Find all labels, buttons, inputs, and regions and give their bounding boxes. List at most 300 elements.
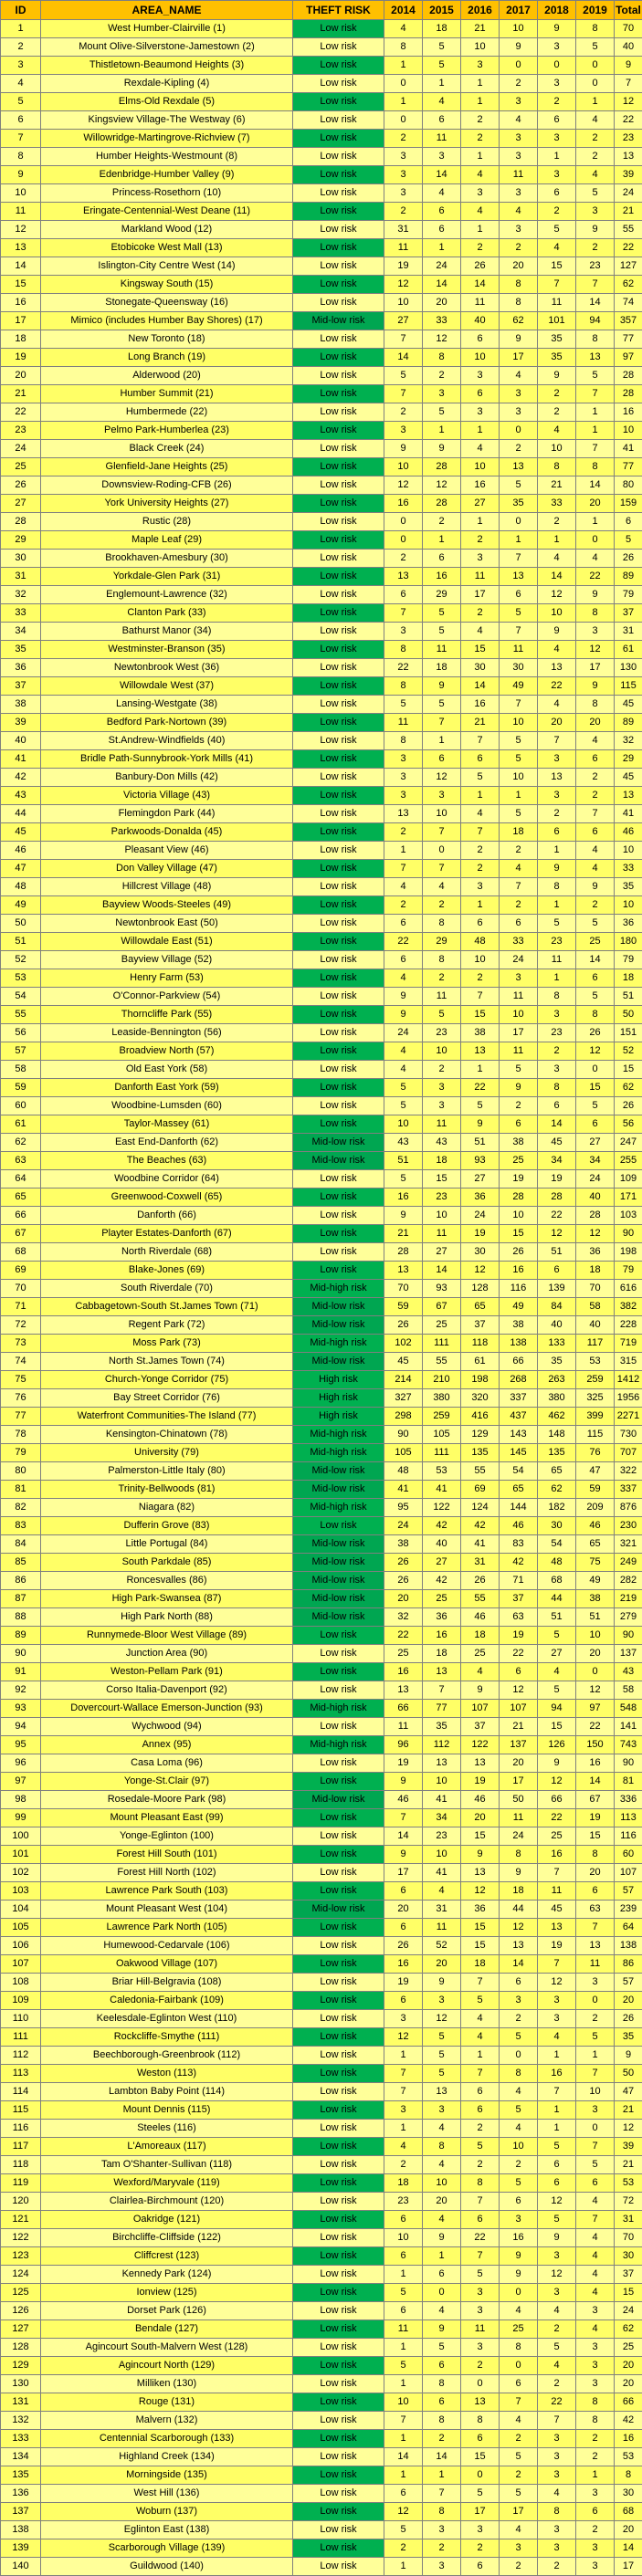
cell-2018[interactable]: 4 bbox=[538, 239, 576, 257]
cell-2019[interactable]: 12 bbox=[576, 1042, 615, 1061]
cell-2017[interactable]: 6 bbox=[500, 915, 538, 933]
cell-theft-risk[interactable]: Low risk bbox=[293, 184, 384, 203]
cell-total[interactable]: 315 bbox=[615, 1353, 642, 1371]
cell-2019[interactable]: 8 bbox=[576, 1846, 615, 1864]
cell-id[interactable]: 12 bbox=[1, 221, 41, 239]
cell-2017[interactable]: 11 bbox=[500, 988, 538, 1006]
cell-2015[interactable]: 53 bbox=[423, 1462, 461, 1481]
cell-2017[interactable]: 17 bbox=[500, 1773, 538, 1791]
cell-id[interactable]: 36 bbox=[1, 659, 41, 677]
cell-area-name[interactable]: Danforth East York (59) bbox=[41, 1079, 293, 1097]
cell-id[interactable]: 58 bbox=[1, 1061, 41, 1079]
cell-2014[interactable]: 96 bbox=[384, 1736, 423, 1754]
cell-id[interactable]: 7 bbox=[1, 130, 41, 148]
cell-2019[interactable]: 6 bbox=[576, 2503, 615, 2521]
cell-id[interactable]: 39 bbox=[1, 714, 41, 732]
cell-2014[interactable]: 9 bbox=[384, 1846, 423, 1864]
cell-2017[interactable]: 8 bbox=[500, 1846, 538, 1864]
cell-total[interactable]: 279 bbox=[615, 1608, 642, 1627]
cell-2019[interactable]: 6 bbox=[576, 750, 615, 769]
cell-2019[interactable]: 4 bbox=[576, 860, 615, 878]
cell-2016[interactable]: 19 bbox=[461, 1773, 500, 1791]
cell-2015[interactable]: 4 bbox=[423, 93, 461, 111]
cell-2019[interactable]: 4 bbox=[576, 2266, 615, 2284]
cell-2014[interactable]: 19 bbox=[384, 257, 423, 276]
cell-2016[interactable]: 48 bbox=[461, 933, 500, 951]
cell-2015[interactable]: 5 bbox=[423, 623, 461, 641]
cell-2014[interactable]: 11 bbox=[384, 1718, 423, 1736]
cell-2019[interactable]: 2 bbox=[576, 896, 615, 915]
cell-2019[interactable]: 46 bbox=[576, 1517, 615, 1535]
cell-2018[interactable]: 2 bbox=[538, 93, 576, 111]
cell-2018[interactable]: 3 bbox=[538, 1006, 576, 1024]
cell-2017[interactable]: 20 bbox=[500, 1754, 538, 1773]
cell-2014[interactable]: 8 bbox=[384, 641, 423, 659]
cell-2017[interactable]: 22 bbox=[500, 1645, 538, 1663]
cell-2017[interactable]: 1 bbox=[500, 531, 538, 550]
cell-id[interactable]: 38 bbox=[1, 696, 41, 714]
cell-area-name[interactable]: Markland Wood (12) bbox=[41, 221, 293, 239]
cell-2018[interactable]: 21 bbox=[538, 476, 576, 495]
cell-2014[interactable]: 3 bbox=[384, 148, 423, 166]
cell-id[interactable]: 52 bbox=[1, 951, 41, 969]
cell-area-name[interactable]: Annex (95) bbox=[41, 1736, 293, 1754]
cell-theft-risk[interactable]: Low risk bbox=[293, 787, 384, 805]
cell-2015[interactable]: 6 bbox=[423, 2266, 461, 2284]
cell-2017[interactable]: 2 bbox=[500, 2430, 538, 2448]
cell-theft-risk[interactable]: Low risk bbox=[293, 440, 384, 458]
cell-2019[interactable]: 19 bbox=[576, 1809, 615, 1827]
cell-2015[interactable]: 23 bbox=[423, 1189, 461, 1207]
cell-id[interactable]: 59 bbox=[1, 1079, 41, 1097]
cell-2018[interactable]: 9 bbox=[538, 367, 576, 385]
cell-2017[interactable]: 17 bbox=[500, 349, 538, 367]
cell-2018[interactable]: 84 bbox=[538, 1298, 576, 1316]
cell-2015[interactable]: 7 bbox=[423, 860, 461, 878]
cell-id[interactable]: 50 bbox=[1, 915, 41, 933]
cell-2017[interactable]: 5 bbox=[500, 732, 538, 750]
cell-2019[interactable]: 1 bbox=[576, 403, 615, 422]
cell-theft-risk[interactable]: Low risk bbox=[293, 2101, 384, 2120]
cell-2019[interactable]: 399 bbox=[576, 1408, 615, 1426]
cell-2015[interactable]: 4 bbox=[423, 2302, 461, 2320]
cell-2016[interactable]: 3 bbox=[461, 184, 500, 203]
cell-2014[interactable]: 22 bbox=[384, 1627, 423, 1645]
cell-2014[interactable]: 1 bbox=[384, 2266, 423, 2284]
cell-total[interactable]: 89 bbox=[615, 568, 642, 586]
cell-2016[interactable]: 17 bbox=[461, 2503, 500, 2521]
cell-total[interactable]: 45 bbox=[615, 696, 642, 714]
cell-2015[interactable]: 0 bbox=[423, 2284, 461, 2302]
cell-2019[interactable]: 9 bbox=[576, 221, 615, 239]
cell-theft-risk[interactable]: Low risk bbox=[293, 276, 384, 294]
cell-total[interactable]: 228 bbox=[615, 1316, 642, 1335]
cell-2018[interactable]: 2 bbox=[538, 1042, 576, 1061]
cell-2017[interactable]: 5 bbox=[500, 2448, 538, 2466]
cell-2019[interactable]: 3 bbox=[576, 2558, 615, 2576]
cell-2017[interactable]: 8 bbox=[500, 294, 538, 312]
cell-2018[interactable]: 8 bbox=[538, 1079, 576, 1097]
cell-total[interactable]: 90 bbox=[615, 1627, 642, 1645]
cell-id[interactable]: 107 bbox=[1, 1955, 41, 1974]
cell-2015[interactable]: 13 bbox=[423, 2083, 461, 2101]
cell-2016[interactable]: 7 bbox=[461, 823, 500, 842]
cell-2018[interactable]: 1 bbox=[538, 969, 576, 988]
cell-2018[interactable]: 14 bbox=[538, 568, 576, 586]
cell-2015[interactable]: 1 bbox=[423, 2466, 461, 2485]
cell-2014[interactable]: 2 bbox=[384, 896, 423, 915]
cell-2019[interactable]: 4 bbox=[576, 2229, 615, 2247]
cell-total[interactable]: 15 bbox=[615, 2284, 642, 2302]
cell-2017[interactable]: 2 bbox=[500, 842, 538, 860]
cell-2017[interactable]: 5 bbox=[500, 604, 538, 623]
cell-2018[interactable]: 7 bbox=[538, 1955, 576, 1974]
cell-2016[interactable]: 3 bbox=[461, 2339, 500, 2357]
cell-2017[interactable]: 18 bbox=[500, 1882, 538, 1901]
cell-theft-risk[interactable]: Low risk bbox=[293, 1006, 384, 1024]
cell-2015[interactable]: 24 bbox=[423, 257, 461, 276]
cell-area-name[interactable]: Kennedy Park (124) bbox=[41, 2266, 293, 2284]
cell-id[interactable]: 110 bbox=[1, 2010, 41, 2028]
cell-theft-risk[interactable]: Low risk bbox=[293, 1061, 384, 1079]
cell-total[interactable]: 6 bbox=[615, 513, 642, 531]
cell-2016[interactable]: 4 bbox=[461, 2010, 500, 2028]
cell-theft-risk[interactable]: Mid-low risk bbox=[293, 1481, 384, 1499]
cell-total[interactable]: 24 bbox=[615, 184, 642, 203]
cell-theft-risk[interactable]: Low risk bbox=[293, 1864, 384, 1882]
cell-2014[interactable]: 6 bbox=[384, 2211, 423, 2229]
cell-2014[interactable]: 41 bbox=[384, 1481, 423, 1499]
cell-total[interactable]: 707 bbox=[615, 1444, 642, 1462]
cell-2017[interactable]: 9 bbox=[500, 2266, 538, 2284]
cell-2014[interactable]: 38 bbox=[384, 1535, 423, 1554]
cell-total[interactable]: 46 bbox=[615, 823, 642, 842]
cell-theft-risk[interactable]: Low risk bbox=[293, 1097, 384, 1115]
cell-area-name[interactable]: The Beaches (63) bbox=[41, 1152, 293, 1170]
cell-2018[interactable]: 14 bbox=[538, 1115, 576, 1134]
cell-2019[interactable]: 14 bbox=[576, 294, 615, 312]
cell-theft-risk[interactable]: Mid-high risk bbox=[293, 1736, 384, 1754]
cell-2019[interactable]: 3 bbox=[576, 2302, 615, 2320]
cell-id[interactable]: 74 bbox=[1, 1353, 41, 1371]
cell-2019[interactable]: 25 bbox=[576, 933, 615, 951]
cell-total[interactable]: 2271 bbox=[615, 1408, 642, 1426]
cell-2019[interactable]: 8 bbox=[576, 2412, 615, 2430]
cell-2014[interactable]: 6 bbox=[384, 1992, 423, 2010]
cell-2016[interactable]: 25 bbox=[461, 1645, 500, 1663]
cell-theft-risk[interactable]: Mid-low risk bbox=[293, 1316, 384, 1335]
cell-2017[interactable]: 144 bbox=[500, 1499, 538, 1517]
cell-2016[interactable]: 19 bbox=[461, 1225, 500, 1243]
cell-area-name[interactable]: Thorncliffe Park (55) bbox=[41, 1006, 293, 1024]
cell-2017[interactable]: 10 bbox=[500, 2138, 538, 2156]
cell-2018[interactable]: 3 bbox=[538, 2448, 576, 2466]
cell-2014[interactable]: 327 bbox=[384, 1389, 423, 1408]
cell-2019[interactable]: 3 bbox=[576, 2539, 615, 2558]
cell-2018[interactable]: 3 bbox=[538, 130, 576, 148]
cell-theft-risk[interactable]: Low risk bbox=[293, 148, 384, 166]
cell-2014[interactable]: 2 bbox=[384, 403, 423, 422]
cell-2016[interactable]: 3 bbox=[461, 367, 500, 385]
cell-id[interactable]: 10 bbox=[1, 184, 41, 203]
cell-area-name[interactable]: L'Amoreaux (117) bbox=[41, 2138, 293, 2156]
cell-area-name[interactable]: Stonegate-Queensway (16) bbox=[41, 294, 293, 312]
cell-total[interactable]: 116 bbox=[615, 1827, 642, 1846]
cell-2014[interactable]: 13 bbox=[384, 805, 423, 823]
cell-2018[interactable]: 3 bbox=[538, 1992, 576, 2010]
cell-2019[interactable]: 4 bbox=[576, 2193, 615, 2211]
cell-2014[interactable]: 12 bbox=[384, 476, 423, 495]
cell-2015[interactable]: 5 bbox=[423, 2028, 461, 2047]
cell-total[interactable]: 230 bbox=[615, 1517, 642, 1535]
cell-2018[interactable]: 16 bbox=[538, 2065, 576, 2083]
cell-2014[interactable]: 6 bbox=[384, 915, 423, 933]
cell-2014[interactable]: 1 bbox=[384, 93, 423, 111]
cell-total[interactable]: 33 bbox=[615, 860, 642, 878]
cell-2015[interactable]: 380 bbox=[423, 1389, 461, 1408]
cell-total[interactable]: 80 bbox=[615, 476, 642, 495]
cell-2014[interactable]: 18 bbox=[384, 2174, 423, 2193]
cell-theft-risk[interactable]: Low risk bbox=[293, 2065, 384, 2083]
cell-2018[interactable]: 6 bbox=[538, 1262, 576, 1280]
cell-2018[interactable]: 3 bbox=[538, 2466, 576, 2485]
cell-2019[interactable]: 51 bbox=[576, 1608, 615, 1627]
cell-2019[interactable]: 8 bbox=[576, 330, 615, 349]
cell-2018[interactable]: 22 bbox=[538, 677, 576, 696]
cell-id[interactable]: 62 bbox=[1, 1134, 41, 1152]
cell-2016[interactable]: 5 bbox=[461, 2485, 500, 2503]
cell-2015[interactable]: 3 bbox=[423, 148, 461, 166]
cell-2019[interactable]: 16 bbox=[576, 1754, 615, 1773]
cell-2016[interactable]: 2 bbox=[461, 531, 500, 550]
cell-id[interactable]: 24 bbox=[1, 440, 41, 458]
cell-area-name[interactable]: Kensington-Chinatown (78) bbox=[41, 1426, 293, 1444]
cell-theft-risk[interactable]: Low risk bbox=[293, 969, 384, 988]
cell-2018[interactable]: 19 bbox=[538, 1170, 576, 1189]
cell-total[interactable]: 61 bbox=[615, 641, 642, 659]
cell-area-name[interactable]: Woburn (137) bbox=[41, 2503, 293, 2521]
cell-2017[interactable]: 5 bbox=[500, 476, 538, 495]
cell-area-name[interactable]: Woodbine Corridor (64) bbox=[41, 1170, 293, 1189]
cell-2018[interactable]: 22 bbox=[538, 2393, 576, 2412]
cell-theft-risk[interactable]: Low risk bbox=[293, 57, 384, 75]
cell-2018[interactable]: 12 bbox=[538, 1225, 576, 1243]
cell-2015[interactable]: 4 bbox=[423, 184, 461, 203]
cell-2014[interactable]: 5 bbox=[384, 696, 423, 714]
cell-2019[interactable]: 2 bbox=[576, 239, 615, 257]
cell-2019[interactable]: 22 bbox=[576, 1718, 615, 1736]
cell-2017[interactable]: 35 bbox=[500, 495, 538, 513]
cell-2014[interactable]: 0 bbox=[384, 513, 423, 531]
cell-2015[interactable]: 16 bbox=[423, 1627, 461, 1645]
cell-2016[interactable]: 37 bbox=[461, 1316, 500, 1335]
cell-2014[interactable]: 13 bbox=[384, 1262, 423, 1280]
cell-id[interactable]: 96 bbox=[1, 1754, 41, 1773]
cell-id[interactable]: 66 bbox=[1, 1207, 41, 1225]
cell-2016[interactable]: 27 bbox=[461, 495, 500, 513]
cell-area-name[interactable]: Mimico (includes Humber Bay Shores) (17) bbox=[41, 312, 293, 330]
cell-2018[interactable]: 3 bbox=[538, 38, 576, 57]
cell-2019[interactable]: 6 bbox=[576, 1115, 615, 1134]
cell-2014[interactable]: 25 bbox=[384, 1645, 423, 1663]
cell-2016[interactable]: 5 bbox=[461, 1992, 500, 2010]
cell-id[interactable]: 82 bbox=[1, 1499, 41, 1517]
cell-id[interactable]: 127 bbox=[1, 2320, 41, 2339]
cell-2016[interactable]: 36 bbox=[461, 1901, 500, 1919]
cell-2017[interactable]: 62 bbox=[500, 312, 538, 330]
cell-2017[interactable]: 15 bbox=[500, 1225, 538, 1243]
cell-2016[interactable]: 61 bbox=[461, 1353, 500, 1371]
cell-2016[interactable]: 15 bbox=[461, 1827, 500, 1846]
cell-2019[interactable]: 5 bbox=[576, 184, 615, 203]
cell-2016[interactable]: 65 bbox=[461, 1298, 500, 1316]
cell-2019[interactable]: 18 bbox=[576, 1262, 615, 1280]
cell-area-name[interactable]: Weston-Pellam Park (91) bbox=[41, 1663, 293, 1681]
cell-2018[interactable]: 12 bbox=[538, 2266, 576, 2284]
cell-2017[interactable]: 7 bbox=[500, 2393, 538, 2412]
cell-2018[interactable]: 5 bbox=[538, 221, 576, 239]
cell-theft-risk[interactable]: Low risk bbox=[293, 1517, 384, 1535]
cell-2016[interactable]: 1 bbox=[461, 896, 500, 915]
cell-2019[interactable]: 20 bbox=[576, 714, 615, 732]
cell-id[interactable]: 1 bbox=[1, 20, 41, 38]
cell-2014[interactable]: 6 bbox=[384, 1882, 423, 1901]
cell-2014[interactable]: 31 bbox=[384, 221, 423, 239]
cell-id[interactable]: 70 bbox=[1, 1280, 41, 1298]
cell-area-name[interactable]: Weston (113) bbox=[41, 2065, 293, 2083]
cell-2017[interactable]: 8 bbox=[500, 276, 538, 294]
cell-2017[interactable]: 8 bbox=[500, 2065, 538, 2083]
cell-2016[interactable]: 16 bbox=[461, 696, 500, 714]
cell-id[interactable]: 29 bbox=[1, 531, 41, 550]
cell-total[interactable]: 548 bbox=[615, 1700, 642, 1718]
cell-total[interactable]: 30 bbox=[615, 2247, 642, 2266]
cell-total[interactable]: 47 bbox=[615, 2083, 642, 2101]
cell-2018[interactable]: 3 bbox=[538, 787, 576, 805]
cell-2019[interactable]: 5 bbox=[576, 367, 615, 385]
cell-2018[interactable]: 23 bbox=[538, 1024, 576, 1042]
cell-theft-risk[interactable]: High risk bbox=[293, 1389, 384, 1408]
cell-total[interactable]: 322 bbox=[615, 1462, 642, 1481]
cell-area-name[interactable]: Humbermede (22) bbox=[41, 403, 293, 422]
cell-2016[interactable]: 5 bbox=[461, 769, 500, 787]
cell-2019[interactable]: 2 bbox=[576, 148, 615, 166]
cell-theft-risk[interactable]: Low risk bbox=[293, 550, 384, 568]
cell-2016[interactable]: 6 bbox=[461, 2558, 500, 2576]
cell-2017[interactable]: 0 bbox=[500, 57, 538, 75]
cell-2015[interactable]: 41 bbox=[423, 1481, 461, 1499]
cell-id[interactable]: 67 bbox=[1, 1225, 41, 1243]
cell-theft-risk[interactable]: Low risk bbox=[293, 130, 384, 148]
cell-2018[interactable]: 5 bbox=[538, 915, 576, 933]
cell-total[interactable]: 74 bbox=[615, 294, 642, 312]
cell-area-name[interactable]: Humber Summit (21) bbox=[41, 385, 293, 403]
cell-2019[interactable]: 7 bbox=[576, 276, 615, 294]
cell-2019[interactable]: 2 bbox=[576, 2521, 615, 2539]
cell-2016[interactable]: 14 bbox=[461, 276, 500, 294]
cell-total[interactable]: 198 bbox=[615, 1243, 642, 1262]
cell-2018[interactable]: 19 bbox=[538, 1937, 576, 1955]
cell-2018[interactable]: 5 bbox=[538, 1681, 576, 1700]
cell-2018[interactable]: 139 bbox=[538, 1280, 576, 1298]
cell-theft-risk[interactable]: Low risk bbox=[293, 349, 384, 367]
cell-2017[interactable]: 7 bbox=[500, 550, 538, 568]
cell-2016[interactable]: 4 bbox=[461, 440, 500, 458]
cell-2014[interactable]: 5 bbox=[384, 2284, 423, 2302]
cell-2018[interactable]: 6 bbox=[538, 1097, 576, 1115]
cell-2019[interactable]: 14 bbox=[576, 1773, 615, 1791]
cell-id[interactable]: 30 bbox=[1, 550, 41, 568]
cell-2017[interactable]: 21 bbox=[500, 1718, 538, 1736]
cell-area-name[interactable]: Rosedale-Moore Park (98) bbox=[41, 1791, 293, 1809]
cell-2018[interactable]: 462 bbox=[538, 1408, 576, 1426]
cell-area-name[interactable]: Steeles (116) bbox=[41, 2120, 293, 2138]
cell-id[interactable]: 68 bbox=[1, 1243, 41, 1262]
cell-2015[interactable]: 77 bbox=[423, 1700, 461, 1718]
cell-2018[interactable]: 6 bbox=[538, 111, 576, 130]
cell-2017[interactable]: 5 bbox=[500, 805, 538, 823]
cell-theft-risk[interactable]: Low risk bbox=[293, 2010, 384, 2028]
cell-total[interactable]: 90 bbox=[615, 1225, 642, 1243]
cell-2015[interactable]: 12 bbox=[423, 476, 461, 495]
cell-2016[interactable]: 124 bbox=[461, 1499, 500, 1517]
cell-2017[interactable]: 13 bbox=[500, 568, 538, 586]
cell-area-name[interactable]: Don Valley Village (47) bbox=[41, 860, 293, 878]
cell-id[interactable]: 71 bbox=[1, 1298, 41, 1316]
cell-total[interactable]: 62 bbox=[615, 1079, 642, 1097]
cell-2017[interactable]: 26 bbox=[500, 1243, 538, 1262]
header-id[interactable]: ID bbox=[1, 1, 41, 20]
cell-2016[interactable]: 15 bbox=[461, 2448, 500, 2466]
cell-2015[interactable]: 2 bbox=[423, 2539, 461, 2558]
cell-total[interactable]: 115 bbox=[615, 677, 642, 696]
cell-total[interactable]: 32 bbox=[615, 732, 642, 750]
cell-2019[interactable]: 0 bbox=[576, 1992, 615, 2010]
cell-2014[interactable]: 2 bbox=[384, 823, 423, 842]
cell-2018[interactable]: 1 bbox=[538, 2047, 576, 2065]
cell-2014[interactable]: 45 bbox=[384, 1353, 423, 1371]
cell-2017[interactable]: 7 bbox=[500, 878, 538, 896]
cell-2017[interactable]: 4 bbox=[500, 2412, 538, 2430]
cell-theft-risk[interactable]: Low risk bbox=[293, 1809, 384, 1827]
cell-2015[interactable]: 15 bbox=[423, 1170, 461, 1189]
cell-id[interactable]: 54 bbox=[1, 988, 41, 1006]
cell-id[interactable]: 126 bbox=[1, 2302, 41, 2320]
cell-2015[interactable]: 20 bbox=[423, 1955, 461, 1974]
cell-2017[interactable]: 6 bbox=[500, 2193, 538, 2211]
cell-theft-risk[interactable]: Low risk bbox=[293, 385, 384, 403]
cell-2016[interactable]: 31 bbox=[461, 1554, 500, 1572]
cell-id[interactable]: 69 bbox=[1, 1262, 41, 1280]
cell-2018[interactable]: 8 bbox=[538, 988, 576, 1006]
cell-2018[interactable]: 2 bbox=[538, 203, 576, 221]
cell-2014[interactable]: 2 bbox=[384, 550, 423, 568]
cell-area-name[interactable]: Cabbagetown-South St.James Town (71) bbox=[41, 1298, 293, 1316]
cell-2016[interactable]: 7 bbox=[461, 2247, 500, 2266]
cell-id[interactable]: 73 bbox=[1, 1335, 41, 1353]
cell-2018[interactable]: 54 bbox=[538, 1535, 576, 1554]
cell-2018[interactable]: 15 bbox=[538, 257, 576, 276]
cell-2015[interactable]: 3 bbox=[423, 787, 461, 805]
cell-2018[interactable]: 13 bbox=[538, 659, 576, 677]
header-2016[interactable]: 2016 bbox=[461, 1, 500, 20]
cell-2014[interactable]: 5 bbox=[384, 367, 423, 385]
cell-area-name[interactable]: North Riverdale (68) bbox=[41, 1243, 293, 1262]
cell-2017[interactable]: 12 bbox=[500, 1919, 538, 1937]
cell-total[interactable]: 39 bbox=[615, 2138, 642, 2156]
cell-2015[interactable]: 2 bbox=[423, 367, 461, 385]
cell-2018[interactable]: 3 bbox=[538, 166, 576, 184]
